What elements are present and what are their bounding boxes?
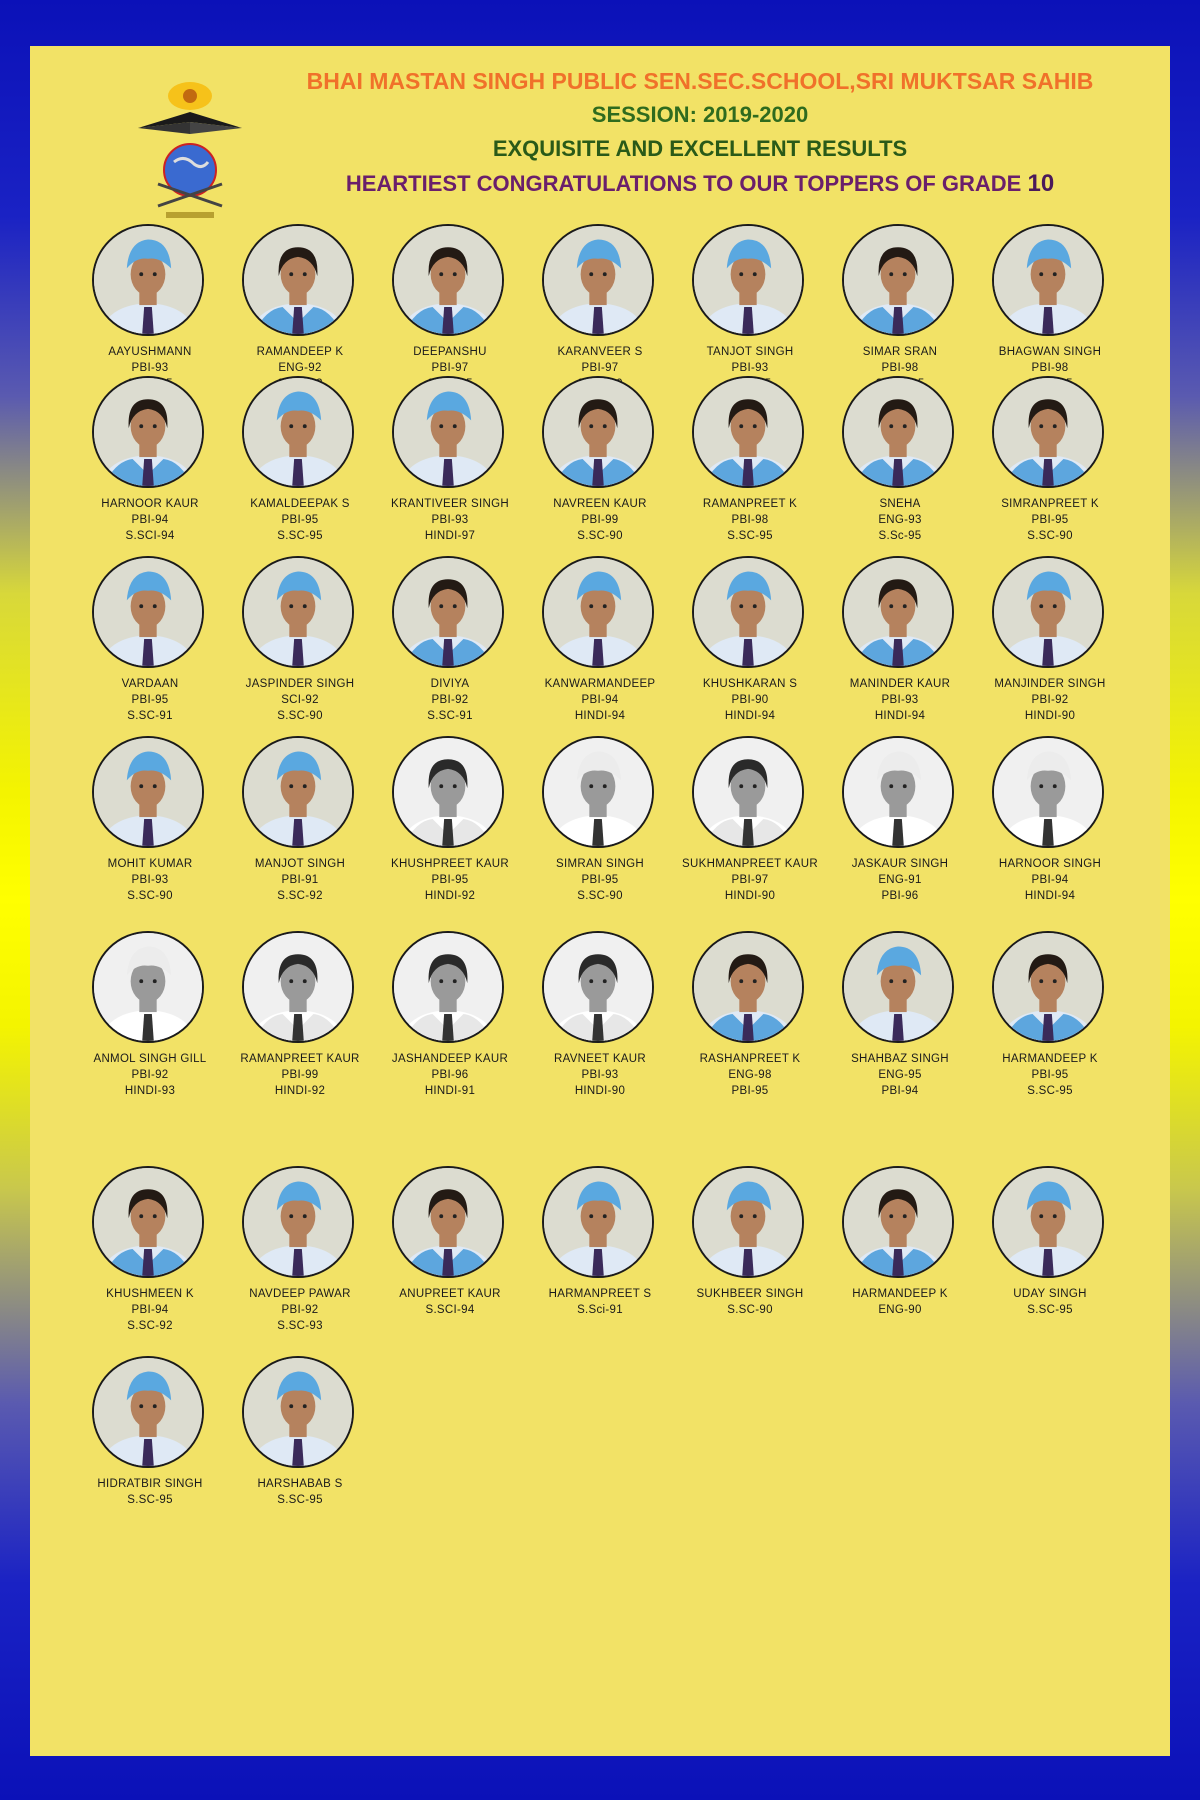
- student-score: PBI-96: [431, 1069, 469, 1081]
- results-title: EXQUISITE AND EXCELLENT RESULTS: [492, 136, 908, 161]
- student-name: HARNOOR KAUR: [101, 498, 199, 510]
- student-info: [670, 856, 830, 904]
- student-score: PBI-92: [1031, 694, 1069, 706]
- student-score: ENG-92: [278, 362, 322, 374]
- student-info: [670, 1051, 830, 1099]
- student-score: S.SCI-94: [125, 530, 175, 542]
- student-score: S.SC-93: [277, 1320, 323, 1332]
- student-score: PBI-94: [581, 694, 619, 706]
- student-score: PBI-95: [581, 874, 619, 886]
- student-info: [220, 1286, 380, 1334]
- student-score: S.SC-90: [1027, 530, 1073, 542]
- student-score: ENG-95: [878, 1069, 922, 1081]
- congrats-text: HEARTIEST CONGRATULATIONS TO OUR TOPPERS OF GRADE: [345, 171, 1022, 196]
- student-score: S.SC-90: [127, 890, 173, 902]
- student-photo: [992, 224, 1104, 336]
- student-info: [70, 1476, 230, 1508]
- student-photo: [92, 556, 204, 668]
- student-photo: [992, 556, 1104, 668]
- student-photo: [542, 556, 654, 668]
- student-photo: [92, 224, 204, 336]
- student-photo: [692, 376, 804, 488]
- student-info: [70, 1051, 230, 1099]
- student-photo: [692, 556, 804, 668]
- student-score: PBI-93: [131, 874, 169, 886]
- header: [30, 46, 1170, 216]
- student-score: PBI-90: [731, 694, 769, 706]
- student-score: PBI-93: [731, 362, 769, 374]
- student-info: [820, 676, 980, 724]
- student-info: [220, 496, 380, 544]
- student-score: ENG-93: [878, 514, 922, 526]
- student-photo: [392, 376, 504, 488]
- student-score: SCI-92: [281, 694, 319, 706]
- student-info: [70, 676, 230, 724]
- student-score: ENG-90: [878, 1304, 922, 1316]
- school-logo-icon: [118, 76, 268, 236]
- student-photo: [992, 1166, 1104, 1278]
- student-name: HIDRATBIR SINGH: [97, 1478, 203, 1490]
- student-info: [370, 1051, 530, 1099]
- student-score: PBI-99: [281, 1069, 319, 1081]
- student-score: HINDI-94: [874, 710, 926, 722]
- student-score: S.SC-92: [277, 890, 323, 902]
- grade-number: 10: [1027, 170, 1055, 197]
- student-score: HINDI-94: [1024, 890, 1076, 902]
- student-score: PBI-97: [581, 362, 619, 374]
- student-score: PBI-95: [131, 694, 169, 706]
- student-info: [220, 676, 380, 724]
- student-info: [370, 496, 530, 544]
- student-score: HINDI-94: [724, 710, 776, 722]
- student-info: [370, 676, 530, 724]
- student-score: PBI-95: [281, 514, 319, 526]
- student-name: NAVDEEP PAWAR: [249, 1288, 351, 1300]
- student-info: [670, 676, 830, 724]
- student-photo: [992, 736, 1104, 848]
- student-score: PBI-97: [731, 874, 769, 886]
- student-score: HINDI-91: [424, 1085, 476, 1097]
- student-info: [970, 1286, 1130, 1318]
- student-name: DEEPANSHU: [413, 346, 487, 358]
- student-score: PBI-93: [881, 694, 919, 706]
- school-title: BHAI MASTAN SINGH PUBLIC SEN.SEC.SCHOOL,SRI MUKTSAR SAHIB: [306, 68, 1094, 94]
- student-name: SHAHBAZ SINGH: [851, 1053, 949, 1065]
- student-info: [520, 676, 680, 724]
- student-photo: [542, 736, 654, 848]
- student-name: RAVNEET KAUR: [553, 1053, 646, 1065]
- student-name: HARMANDEEP K: [1002, 1053, 1098, 1065]
- student-photo: [92, 1356, 204, 1468]
- student-photo: [392, 224, 504, 336]
- student-photo: [542, 376, 654, 488]
- student-name: JASKAUR SINGH: [851, 858, 949, 870]
- student-name: KRANTIVEER SINGH: [391, 498, 509, 510]
- student-name: RAMANPREET KAUR: [240, 1053, 360, 1065]
- student-info: [520, 856, 680, 904]
- student-name: SUKHBEER SINGH: [696, 1288, 804, 1300]
- student-info: [520, 1051, 680, 1099]
- student-score: HINDI-92: [274, 1085, 326, 1097]
- student-name: HARNOOR SINGH: [998, 858, 1102, 870]
- student-info: [970, 856, 1130, 904]
- student-photo: [242, 931, 354, 1043]
- student-score: HINDI-92: [424, 890, 476, 902]
- student-name: KHUSHKARAN S: [702, 678, 798, 690]
- student-info: [820, 856, 980, 904]
- student-score: PBI-92: [281, 1304, 319, 1316]
- student-photo: [842, 736, 954, 848]
- student-photo: [692, 736, 804, 848]
- student-score: S.Sc-95: [878, 530, 922, 542]
- student-photo: [242, 1356, 354, 1468]
- student-photo: [92, 376, 204, 488]
- student-score: S.SC-95: [1027, 1304, 1073, 1316]
- student-info: [970, 496, 1130, 544]
- student-score: HINDI-94: [574, 710, 626, 722]
- student-score: PBI-94: [881, 1085, 919, 1097]
- student-photo: [692, 224, 804, 336]
- student-photo: [392, 1166, 504, 1278]
- student-score: PBI-93: [431, 514, 469, 526]
- student-name: SNEHA: [879, 498, 921, 510]
- student-name: ANMOL SINGH GILL: [93, 1053, 207, 1065]
- student-score: ENG-91: [878, 874, 922, 886]
- student-name: DIVIYA: [430, 678, 470, 690]
- student-name: MANJINDER SINGH: [994, 678, 1106, 690]
- student-score: S.SCI-94: [425, 1304, 475, 1316]
- student-name: VARDAAN: [121, 678, 179, 690]
- student-photo: [92, 1166, 204, 1278]
- student-photo: [542, 1166, 654, 1278]
- student-photo: [392, 931, 504, 1043]
- student-name: MANINDER KAUR: [849, 678, 951, 690]
- student-score: PBI-99: [581, 514, 619, 526]
- student-photo: [692, 1166, 804, 1278]
- student-name: JASHANDEEP KAUR: [391, 1053, 509, 1065]
- student-info: [370, 856, 530, 904]
- student-info: [970, 676, 1130, 724]
- student-photo: [992, 931, 1104, 1043]
- student-score: S.SC-95: [727, 530, 773, 542]
- student-info: [70, 496, 230, 544]
- student-info: [70, 856, 230, 904]
- student-name: SIMAR SRAN: [862, 346, 938, 358]
- student-photo: [842, 224, 954, 336]
- student-name: RAMANDEEP K: [256, 346, 344, 358]
- student-info: [220, 1476, 380, 1508]
- student-score: PBI-94: [1031, 874, 1069, 886]
- student-name: SIMRANPREET K: [1001, 498, 1099, 510]
- student-score: PBI-95: [1031, 514, 1069, 526]
- student-score: PBI-98: [731, 514, 769, 526]
- congrats-title: [260, 170, 1140, 198]
- session-title: SESSION: 2019-2020: [591, 102, 809, 127]
- student-score: PBI-98: [881, 362, 919, 374]
- student-name: KARANVEER S: [557, 346, 643, 358]
- student-score: PBI-95: [731, 1085, 769, 1097]
- student-info: [220, 1051, 380, 1099]
- student-photo: [542, 224, 654, 336]
- student-score: HINDI-93: [124, 1085, 176, 1097]
- student-score: PBI-94: [131, 514, 169, 526]
- student-info: [670, 496, 830, 544]
- student-photo: [92, 736, 204, 848]
- student-score: PBI-98: [1031, 362, 1069, 374]
- student-score: ENG-98: [728, 1069, 772, 1081]
- student-score: HINDI-97: [424, 530, 476, 542]
- student-score: S.SC-90: [727, 1304, 773, 1316]
- student-photo: [842, 376, 954, 488]
- student-score: S.SC-91: [427, 710, 473, 722]
- student-score: HINDI-90: [1024, 710, 1076, 722]
- student-photo: [242, 736, 354, 848]
- student-photo: [842, 931, 954, 1043]
- student-photo: [242, 556, 354, 668]
- student-photo: [842, 1166, 954, 1278]
- student-score: S.SC-95: [1027, 1085, 1073, 1097]
- poster: [30, 46, 1170, 1756]
- student-info: [370, 1286, 530, 1318]
- student-score: HINDI-90: [574, 1085, 626, 1097]
- student-score: S.SC-90: [577, 530, 623, 542]
- student-name: KAMALDEEPAK S: [250, 498, 350, 510]
- student-photo: [392, 736, 504, 848]
- student-info: [820, 496, 980, 544]
- student-name: AAYUSHMANN: [108, 346, 192, 358]
- student-score: PBI-91: [281, 874, 319, 886]
- student-name: SUKHMANPREET KAUR: [682, 858, 818, 870]
- student-name: UDAY SINGH: [1013, 1288, 1087, 1300]
- student-name: HARSHABAB S: [257, 1478, 343, 1490]
- student-score: S.SC-90: [277, 710, 323, 722]
- student-photo: [242, 1166, 354, 1278]
- student-score: S.Sci-91: [577, 1304, 623, 1316]
- student-name: KHUSHMEEN K: [106, 1288, 194, 1300]
- student-score: S.SC-95: [277, 1494, 323, 1506]
- student-score: S.SC-95: [127, 1494, 173, 1506]
- student-photo: [242, 224, 354, 336]
- student-info: [670, 1286, 830, 1318]
- student-name: ANUPREET KAUR: [399, 1288, 501, 1300]
- student-name: MANJOT SINGH: [254, 858, 346, 870]
- student-photo: [542, 931, 654, 1043]
- student-info: [520, 496, 680, 544]
- student-name: RAMANPREET K: [702, 498, 798, 510]
- student-info: [220, 856, 380, 904]
- student-score: PBI-92: [131, 1069, 169, 1081]
- student-score: PBI-96: [881, 890, 919, 902]
- student-score: S.SC-95: [277, 530, 323, 542]
- student-photo: [992, 376, 1104, 488]
- student-name: TANJOT SINGH: [706, 346, 794, 358]
- student-photo: [692, 931, 804, 1043]
- student-name: BHAGWAN SINGH: [998, 346, 1102, 358]
- student-photo: [842, 556, 954, 668]
- student-name: JASPINDER SINGH: [245, 678, 355, 690]
- student-info: [820, 1051, 980, 1099]
- student-score: PBI-95: [1031, 1069, 1069, 1081]
- student-score: S.SC-90: [577, 890, 623, 902]
- student-info: [520, 1286, 680, 1318]
- student-score: HINDI-90: [724, 890, 776, 902]
- student-score: PBI-92: [431, 694, 469, 706]
- student-name: HARMANDEEP K: [852, 1288, 948, 1300]
- student-name: RASHANPREET K: [699, 1053, 801, 1065]
- student-name: NAVREEN KAUR: [553, 498, 647, 510]
- student-name: KHUSHPREET KAUR: [390, 858, 510, 870]
- student-name: SIMRAN SINGH: [556, 858, 644, 870]
- student-name: MOHIT KUMAR: [107, 858, 193, 870]
- student-photo: [392, 556, 504, 668]
- student-info: [970, 1051, 1130, 1099]
- student-info: [820, 1286, 980, 1318]
- student-score: S.SC-92: [127, 1320, 173, 1332]
- student-score: PBI-94: [131, 1304, 169, 1316]
- student-photo: [242, 376, 354, 488]
- student-score: PBI-95: [431, 874, 469, 886]
- student-name: HARMANPREET S: [548, 1288, 652, 1300]
- student-score: PBI-93: [131, 362, 169, 374]
- student-info: [70, 1286, 230, 1334]
- student-photo: [92, 931, 204, 1043]
- student-score: S.SC-91: [127, 710, 173, 722]
- student-name: KANWARMANDEEP: [544, 678, 656, 690]
- student-score: PBI-93: [581, 1069, 619, 1081]
- student-score: PBI-97: [431, 362, 469, 374]
